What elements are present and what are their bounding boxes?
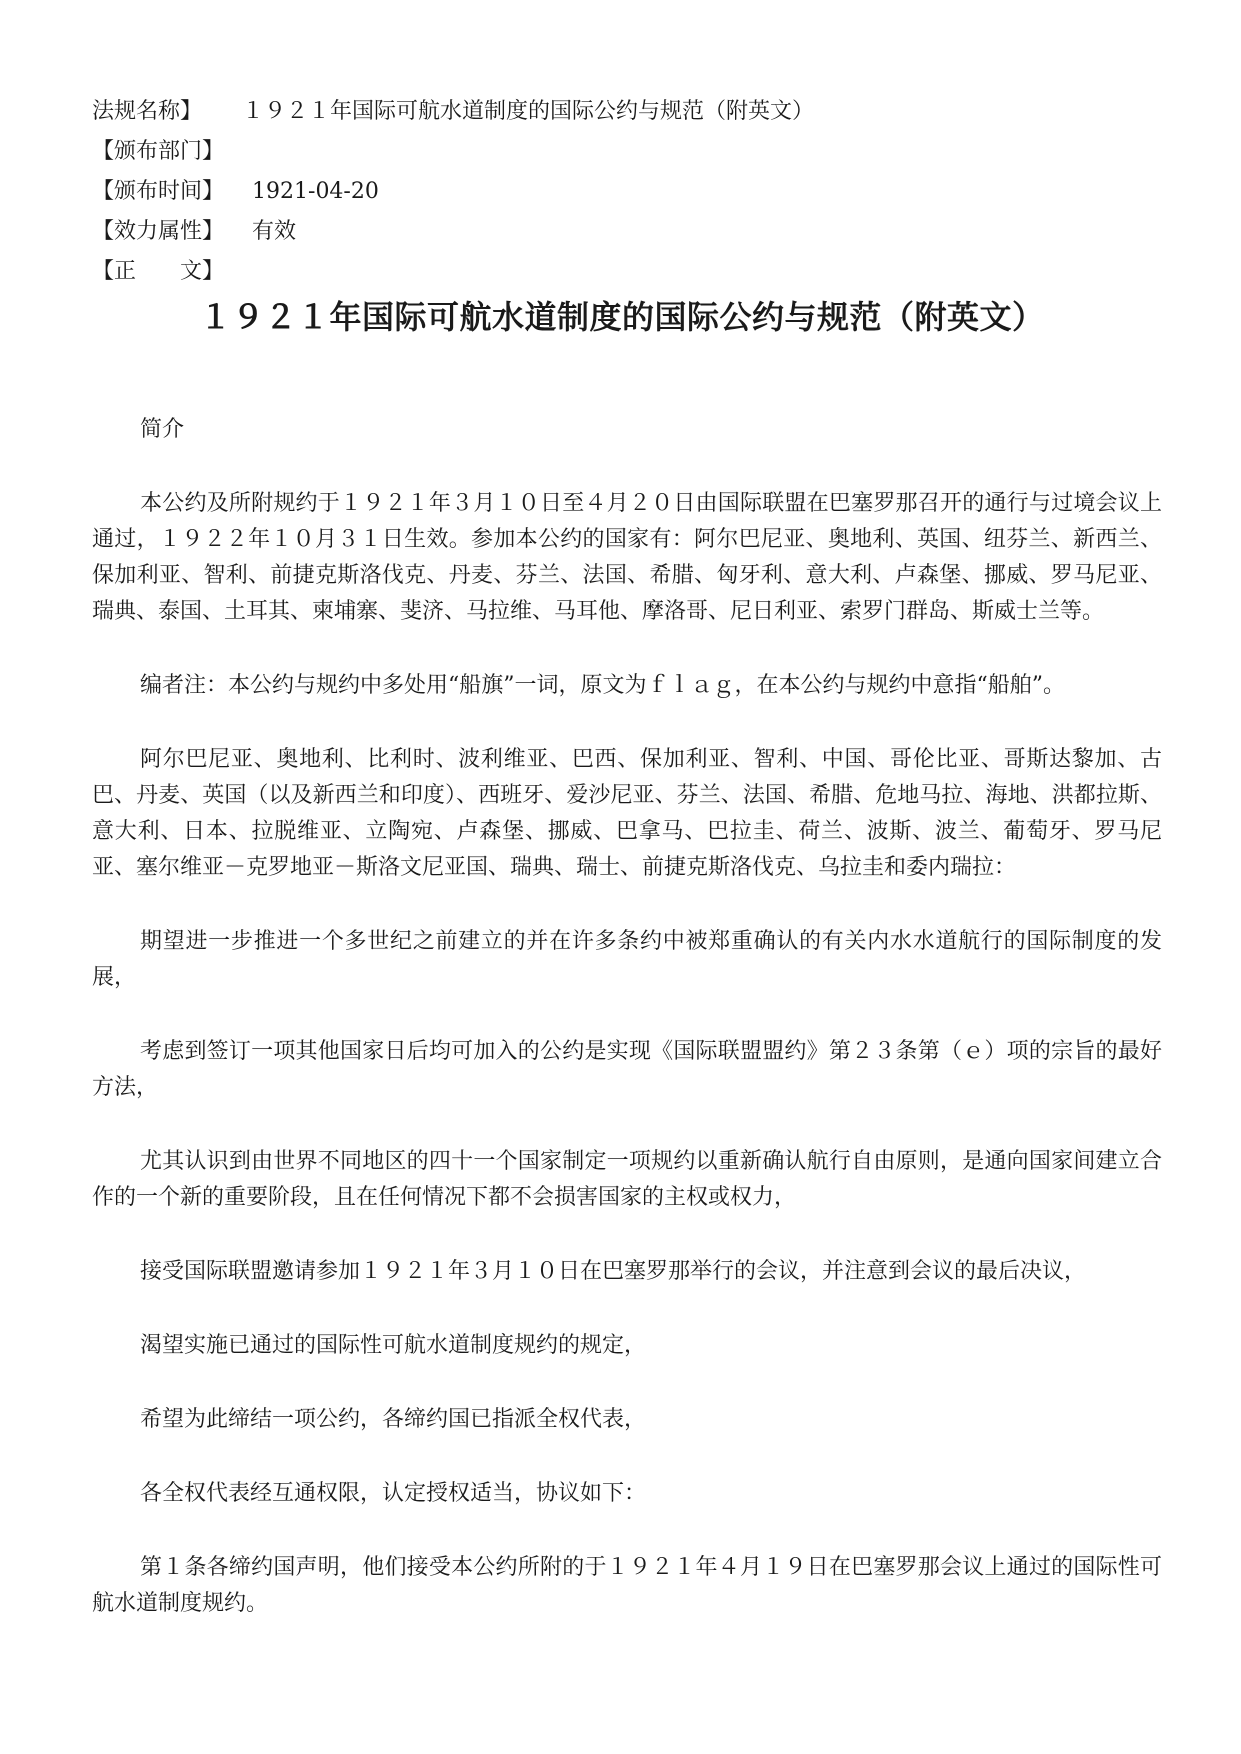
paragraph: 考虑到签订一项其他国家日后均可加入的公约是实现《国际联盟盟约》第２３条第（ｅ）项的宗旨的最好方法， <box>92 1039 1162 1100</box>
meta-value-effect: 有效 <box>252 219 297 244</box>
paragraph: 希望为此缔结一项公约，各缔约国已指派全权代表， <box>140 1407 647 1432</box>
meta-label-name: 法规名称】 <box>92 99 203 124</box>
document-title: １９２１年国际可航水道制度的国际公约与规范（附英文） <box>199 298 1045 336</box>
paragraph: 接受国际联盟邀请参加１９２１年３月１０日在巴塞罗那举行的会议，并注意到会议的最后决议， <box>140 1259 1087 1284</box>
paragraph: 编者注：本公约与规约中多处用“船旗”一词，原文为ｆｌａｇ，在本公约与规约中意指“船舶”。 <box>140 673 1065 698</box>
meta-label-dept: 【颁布部门】 <box>92 139 225 164</box>
meta-label-date: 【颁布时间】 <box>92 179 225 204</box>
meta-row-effect <box>92 212 1172 252</box>
paragraph: 期望进一步推进一个多世纪之前建立的并在许多条约中被郑重确认的有关内水水道航行的国际制度的发展， <box>92 929 1162 990</box>
meta-row-dept <box>92 132 1172 172</box>
paragraph-intro-heading: 简介 <box>140 417 185 442</box>
meta-row-name <box>92 92 1172 132</box>
paragraph-article-1: 第１条各缔约国声明，他们接受本公约所附的于１９２１年４月１９日在巴塞罗那会议上通过的国际性可航水道制度规约。 <box>92 1555 1162 1616</box>
meta-label-text: 【正 文】 <box>92 259 225 284</box>
meta-value-name: １９２１年国际可航水道制度的国际公约与规范（附英文） <box>242 99 815 124</box>
meta-value-date: 1921-04-20 <box>252 179 379 204</box>
meta-row-text <box>92 252 1172 292</box>
meta-row-date <box>92 172 1172 212</box>
metadata-block <box>92 92 1172 292</box>
paragraph: 本公约及所附规约于１９２１年３月１０日至４月２０日由国际联盟在巴塞罗那召开的通行与过境会议上通过，１９２２年１０月３１日生效。参加本公约的国家有：阿尔巴尼亚、奥地利、英国、纽芬兰、新西兰、保加利亚、智利、前捷克斯洛伐克、丹麦、芬兰、法国、希腊、匈牙利、意大利、卢森堡、挪威、罗马尼亚、瑞典、泰国、土耳其、柬埔寨、斐济、马拉维、马耳他、摩洛哥、尼日利亚、索罗门群岛、斯威士兰等。 <box>92 491 1162 624</box>
paragraph: 尤其认识到由世界不同地区的四十一个国家制定一项规约以重新确认航行自由原则，是通向国家间建立合作的一个新的重要阶段，且在任何情况下都不会损害国家的主权或权力， <box>92 1149 1162 1210</box>
paragraph: 各全权代表经互通权限，认定授权适当，协议如下： <box>140 1481 647 1506</box>
paragraph: 阿尔巴尼亚、奥地利、比利时、波利维亚、巴西、保加利亚、智利、中国、哥伦比亚、哥斯达黎加、古巴、丹麦、英国（以及新西兰和印度）、西班牙、爱沙尼亚、芬兰、法国、希腊、危地马拉、海地、洪都拉斯、意大利、日本、拉脱维亚、立陶宛、卢森堡、挪威、巴拿马、巴拉圭、荷兰、波斯、波兰、葡萄牙、罗马尼亚、塞尔维亚－克罗地亚－斯洛文尼亚国、瑞典、瑞士、前捷克斯洛伐克、乌拉圭和委内瑞拉： <box>92 747 1162 880</box>
document-body <box>92 412 1162 1660</box>
meta-label-effect: 【效力属性】 <box>92 219 225 244</box>
paragraph: 渴望实施已通过的国际性可航水道制度规约的规定， <box>140 1333 647 1358</box>
